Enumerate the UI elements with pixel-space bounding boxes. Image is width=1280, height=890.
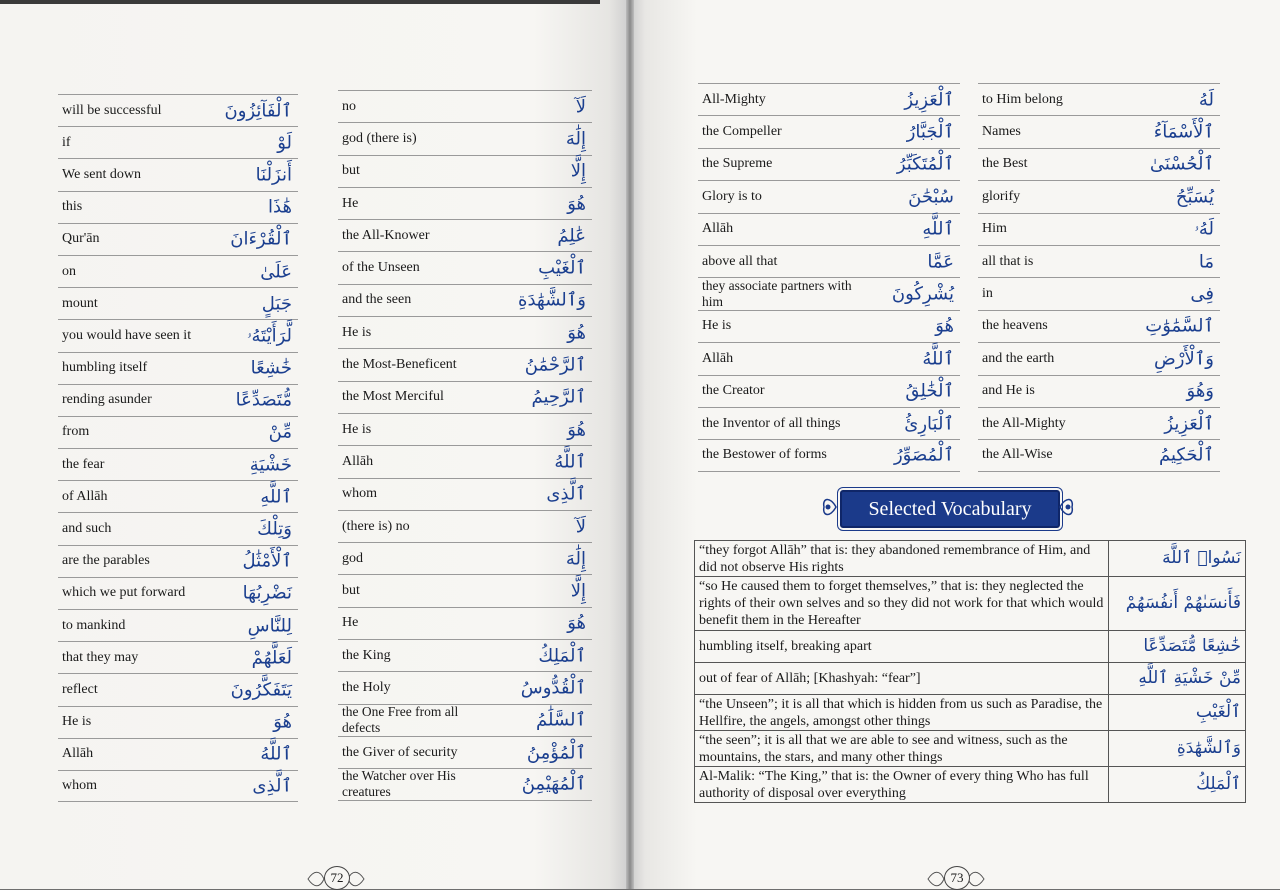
arabic-word: أَنزَلْنَا — [255, 164, 292, 186]
vocab-row — [338, 574, 592, 606]
vocab-row — [978, 310, 1220, 342]
english-meaning: reflect — [62, 681, 98, 697]
vocab-row — [338, 639, 592, 671]
selected-vocab-row — [695, 695, 1246, 731]
selected-vocab-meaning: out of fear of Allāh; [Khashyah: “fear”] — [695, 663, 1109, 695]
vocab-row — [978, 148, 1220, 180]
selected-vocab-arabic: وَٱلشَّهَٰدَةِ — [1109, 731, 1246, 767]
vocab-row — [58, 706, 298, 738]
vocab-row — [698, 342, 960, 374]
english-meaning: He is — [342, 324, 372, 340]
selected-vocab-row — [695, 577, 1246, 631]
arabic-word: سُبْحَٰنَ — [908, 186, 954, 208]
selected-vocabulary-banner — [820, 488, 1076, 528]
arabic-word: هُوَ — [273, 711, 292, 733]
vocab-row — [978, 115, 1220, 147]
vocab-row — [978, 83, 1220, 115]
selected-vocab-row — [695, 631, 1246, 663]
arabic-word: ٱلْمُصَوِّرُ — [893, 444, 954, 466]
vocab-row — [338, 219, 592, 251]
english-meaning: the Creator — [702, 383, 765, 399]
arabic-word: ٱلرَّحْمَٰنُ — [524, 354, 586, 376]
vocab-row — [58, 770, 298, 802]
english-meaning: the Supreme — [702, 156, 773, 172]
english-meaning: the Compeller — [702, 124, 782, 140]
arabic-word: وَٱلشَّهَٰدَةِ — [518, 289, 586, 311]
english-meaning: the Holy — [342, 679, 391, 695]
arabic-word: لَهُۥ — [1194, 218, 1214, 240]
arabic-word: لَعَلَّهُمْ — [251, 647, 292, 669]
selected-vocab-row — [695, 541, 1246, 577]
arabic-word: مِّنْ — [268, 421, 292, 443]
english-meaning: rending asunder — [62, 392, 152, 408]
english-meaning: all that is — [982, 253, 1034, 269]
english-meaning: god — [342, 550, 363, 566]
arabic-word: ٱللَّهُ — [922, 348, 954, 370]
selected-vocab-arabic: ٱلْمَلِكُ — [1109, 767, 1246, 803]
english-meaning: of the Unseen — [342, 260, 420, 276]
english-meaning: We sent down — [62, 166, 141, 182]
vocab-row — [338, 316, 592, 348]
english-meaning: that they may — [62, 649, 139, 665]
vocab-row — [338, 445, 592, 477]
vocab-row — [58, 126, 298, 158]
vocab-row — [58, 94, 298, 126]
english-meaning: humbling itself — [62, 360, 148, 376]
english-meaning: Allāh — [702, 350, 734, 366]
vocab-row — [338, 187, 592, 219]
english-meaning: All-Mighty — [702, 91, 766, 107]
selected-vocab-meaning: “the Unseen”; it is all that which is hidden from us such as Paradise, the Hellfire, the angels, amongst other things — [695, 695, 1109, 731]
vocab-row — [978, 342, 1220, 374]
english-meaning: the Most-Beneficent — [342, 357, 457, 373]
english-meaning: they associate partners with him — [702, 278, 852, 310]
english-meaning: the Bestower of forms — [702, 447, 827, 463]
arabic-word: إِلَّا — [570, 580, 586, 602]
english-meaning: (there is) no — [342, 518, 410, 534]
vocab-row — [338, 736, 592, 768]
arabic-word: ٱلرَّحِيمُ — [531, 386, 586, 408]
vocab-row — [58, 416, 298, 448]
ornament-right-icon — [1058, 492, 1076, 522]
english-meaning: the heavens — [982, 318, 1048, 334]
vocab-row — [978, 213, 1220, 245]
selected-vocab-arabic: فَأَنسَىٰهُمْ أَنفُسَهُمْ — [1109, 577, 1246, 631]
vocab-row — [58, 609, 298, 641]
arabic-word: لَوْ — [277, 132, 292, 154]
selected-vocab-arabic: ٱلْغَيْبِ — [1109, 695, 1246, 731]
vocab-row — [338, 768, 592, 800]
english-meaning: the Most Merciful — [342, 389, 444, 405]
arabic-word: ٱلْقُدُّوسُ — [520, 677, 586, 699]
vocab-row — [58, 577, 298, 609]
vocab-row — [338, 542, 592, 574]
english-meaning: Allāh — [342, 453, 374, 469]
arabic-word: ٱلَّذِى — [546, 483, 586, 505]
english-meaning: the All-Mighty — [982, 415, 1066, 431]
english-meaning: Him — [982, 221, 1007, 237]
english-meaning: will be successful — [62, 102, 162, 118]
arabic-word: ٱللَّهُ — [554, 451, 586, 473]
english-meaning: and such — [62, 521, 112, 537]
vocab-row — [58, 448, 298, 480]
english-meaning: He is — [342, 421, 372, 437]
english-meaning: you would have seen it — [62, 327, 192, 343]
english-meaning: the One Free from all defects — [342, 704, 459, 736]
vocab-row — [698, 180, 960, 212]
arabic-word: ٱلْفَآئِزُونَ — [224, 100, 292, 122]
vocab-row — [338, 704, 592, 736]
english-meaning: the Best — [982, 156, 1028, 172]
arabic-word: مَا — [1198, 251, 1214, 273]
arabic-word: عَمَّا — [927, 251, 954, 273]
vocab-row — [58, 738, 298, 770]
vocab-row — [698, 115, 960, 147]
english-meaning: but — [342, 583, 360, 599]
vocab-row — [698, 439, 960, 471]
page-number-right — [926, 866, 986, 890]
selected-vocab-meaning: humbling itself, breaking apart — [695, 631, 1109, 663]
arabic-word: ٱلسَّمَٰوَٰتِ — [1145, 315, 1214, 337]
vocab-row — [698, 310, 960, 342]
english-meaning: to mankind — [62, 617, 126, 633]
vocab-row — [58, 255, 298, 287]
arabic-word: وَهُوَ — [1186, 380, 1214, 402]
arabic-word: لَّرَأَيْتَهُۥ — [246, 325, 292, 347]
vocab-row — [58, 158, 298, 190]
selected-vocab-row — [695, 663, 1246, 695]
english-meaning: and the seen — [342, 292, 412, 308]
vocab-row — [978, 180, 1220, 212]
selected-vocab-meaning: “they forgot Allāh” that is: they abandoned remembrance of Him, and did not observe His rights — [695, 541, 1109, 577]
vocab-row — [58, 352, 298, 384]
selected-vocab-arabic: خَٰشِعًا مُّتَصَدِّعًا — [1109, 631, 1246, 663]
vocab-row — [338, 348, 592, 380]
english-meaning: Glory is to — [702, 188, 762, 204]
english-meaning: mount — [62, 295, 98, 311]
english-meaning: and the earth — [982, 350, 1055, 366]
vocab-row — [58, 480, 298, 512]
left-vocab-column-2 — [338, 90, 592, 801]
arabic-word: ٱلْمُتَكَبِّرُ — [896, 153, 954, 175]
arabic-word: ٱلَّذِى — [252, 775, 292, 797]
english-meaning: the King — [342, 647, 391, 663]
right-vocab-column-1 — [698, 83, 960, 472]
selected-vocab-arabic: مِّنْ خَشْيَةِ ٱللَّهِ — [1109, 663, 1246, 695]
english-meaning: from — [62, 424, 90, 440]
banner-title: Selected Vocabulary — [840, 490, 1060, 528]
selected-vocab-row — [695, 731, 1246, 767]
arabic-word: إِلَٰهَ — [565, 128, 586, 150]
vocab-row — [58, 191, 298, 223]
vocab-row — [978, 439, 1220, 471]
arabic-word: فِى — [1190, 283, 1214, 305]
arabic-word: خَشْيَةِ — [249, 454, 292, 476]
arabic-word: إِلَٰهَ — [565, 548, 586, 570]
vocab-row — [978, 245, 1220, 277]
vocab-row — [698, 213, 960, 245]
vocab-row — [978, 407, 1220, 439]
vocab-row — [58, 512, 298, 544]
vocab-row — [698, 277, 960, 309]
selected-vocab-meaning: “the seen”; it is all that we are able to see and witness, such as the mountains, the stars, and many other things — [695, 731, 1109, 767]
arabic-word: هُوَ — [567, 612, 586, 634]
vocab-row — [338, 510, 592, 542]
english-meaning: but — [342, 163, 360, 179]
english-meaning: to Him belong — [982, 91, 1063, 107]
arabic-word: ٱلْقُرْءَانَ — [230, 228, 292, 250]
english-meaning: the Inventor of all things — [702, 415, 841, 431]
english-meaning: Qur'ān — [62, 231, 100, 247]
english-meaning: god (there is) — [342, 130, 417, 146]
selected-vocabulary-table — [694, 540, 1246, 803]
vocab-row — [338, 122, 592, 154]
arabic-word: ٱلسَّلَٰمُ — [535, 709, 586, 731]
arabic-word: ٱلْبَارِئُ — [904, 413, 954, 435]
english-meaning: which we put forward — [62, 585, 186, 601]
vocab-row — [338, 251, 592, 283]
page-number-72: 72 — [324, 866, 350, 890]
book-gutter — [626, 0, 634, 889]
arabic-word: ٱلْخَٰلِقُ — [905, 380, 954, 402]
selected-vocab-meaning: “so He caused them to forget themselves,” that is: they neglected the rights of their own selves and so they did not work for that which would benefit them in the Hereafter — [695, 577, 1109, 631]
vocab-row — [58, 641, 298, 673]
arabic-word: وَتِلْكَ — [257, 518, 292, 540]
arabic-word: يُشْرِكُونَ — [891, 283, 954, 305]
arabic-word: نَضْرِبُهَا — [242, 582, 292, 604]
vocab-row — [58, 384, 298, 416]
arabic-word: خَٰشِعًا — [250, 357, 292, 379]
arabic-word: هُوَ — [935, 315, 954, 337]
top-edge — [0, 0, 600, 4]
vocab-row — [978, 375, 1220, 407]
english-meaning: He is — [62, 714, 92, 730]
arabic-word: عَلَىٰ — [260, 261, 292, 283]
vocab-row — [58, 673, 298, 705]
arabic-word: إِلَّا — [570, 160, 586, 182]
english-meaning: whom — [62, 778, 97, 794]
vocab-row — [338, 155, 592, 187]
english-meaning: the Giver of security — [342, 744, 458, 760]
english-meaning: and He is — [982, 383, 1035, 399]
vocab-row — [698, 148, 960, 180]
arabic-word: ٱلْعَزِيزُ — [1164, 413, 1214, 435]
page-number-left — [306, 866, 366, 890]
vocab-row — [338, 381, 592, 413]
english-meaning: if — [62, 134, 71, 150]
vocab-row — [698, 83, 960, 115]
arabic-word: هُوَ — [567, 322, 586, 344]
vocab-row — [338, 90, 592, 122]
english-meaning: He — [342, 615, 359, 631]
english-meaning: no — [342, 98, 356, 114]
arabic-word: جَبَلٍ — [261, 293, 292, 315]
arabic-word: يَتَفَكَّرُونَ — [230, 679, 292, 701]
arabic-word: ٱلْأَسْمَآءُ — [1153, 121, 1214, 143]
vocab-row — [338, 284, 592, 316]
left-vocab-column-1 — [58, 94, 298, 802]
arabic-word: لَآ — [575, 96, 586, 118]
english-meaning: Names — [982, 124, 1021, 140]
arabic-word: ٱللَّهِ — [922, 218, 954, 240]
arabic-word: ٱلْمُؤْمِنُ — [526, 742, 586, 764]
selected-vocab-row — [695, 767, 1246, 803]
vocab-row — [338, 607, 592, 639]
english-meaning: Allāh — [702, 221, 734, 237]
right-vocab-column-2 — [978, 83, 1220, 472]
english-meaning: the All-Wise — [982, 447, 1053, 463]
english-meaning: in — [982, 286, 993, 302]
selected-vocab-arabic: نَسُوا۟ ٱللَّهَ — [1109, 541, 1246, 577]
arabic-word: يُسَبِّحُ — [1175, 186, 1214, 208]
arabic-word: هُوَ — [567, 419, 586, 441]
english-meaning: the Watcher over His creatures — [342, 768, 456, 800]
english-meaning: of Allāh — [62, 488, 108, 504]
arabic-word: ٱلْمَلِكُ — [538, 645, 586, 667]
vocab-row — [698, 245, 960, 277]
arabic-word: ٱلْغَيْبِ — [538, 257, 586, 279]
vocab-row — [338, 671, 592, 703]
english-meaning: the fear — [62, 456, 105, 472]
arabic-word: وَٱلْأَرْضِ — [1154, 348, 1214, 370]
arabic-word: مُّتَصَدِّعًا — [235, 389, 292, 411]
vocab-row — [978, 277, 1220, 309]
selected-vocab-meaning: Al-Malik: “The King,” that is: the Owner of every thing Who has full authority of disposal over everything — [695, 767, 1109, 803]
vocab-row — [698, 407, 960, 439]
vocab-row — [338, 413, 592, 445]
arabic-word: هُوَ — [567, 193, 586, 215]
english-meaning: Allāh — [62, 746, 94, 762]
arabic-word: لَهُ — [1198, 89, 1214, 111]
arabic-word: هَٰذَا — [268, 196, 292, 218]
english-meaning: on — [62, 263, 76, 279]
arabic-word: ٱلْمُهَيْمِنُ — [521, 773, 586, 795]
page-number-73: 73 — [944, 866, 970, 890]
english-meaning: the All-Knower — [342, 227, 430, 243]
ornament-left-icon — [820, 492, 838, 522]
english-meaning: whom — [342, 486, 377, 502]
arabic-word: ٱلْعَزِيزُ — [904, 89, 954, 111]
vocab-row — [58, 223, 298, 255]
arabic-word: ٱللَّهِ — [260, 486, 292, 508]
vocab-row — [58, 319, 298, 351]
english-meaning: He is — [702, 318, 732, 334]
arabic-word: ٱلْأَمْثَٰلُ — [242, 550, 292, 572]
vocab-row — [58, 545, 298, 577]
arabic-word: ٱلْحَكِيمُ — [1158, 444, 1214, 466]
vocab-row — [58, 287, 298, 319]
english-meaning: this — [62, 199, 83, 215]
arabic-word: لَآ — [575, 516, 586, 537]
english-meaning: He — [342, 195, 359, 211]
arabic-word: ٱللَّهُ — [260, 743, 292, 765]
vocab-row — [338, 478, 592, 510]
arabic-word: عَٰلِمُ — [557, 225, 586, 247]
arabic-word: ٱلْحُسْنَىٰ — [1149, 153, 1214, 175]
arabic-word: لِلنَّاسِ — [247, 615, 292, 637]
arabic-word: ٱلْجَبَّارُ — [906, 121, 954, 143]
english-meaning: glorify — [982, 188, 1021, 204]
english-meaning: above all that — [702, 253, 778, 269]
english-meaning: are the parables — [62, 553, 150, 569]
vocab-row — [698, 375, 960, 407]
